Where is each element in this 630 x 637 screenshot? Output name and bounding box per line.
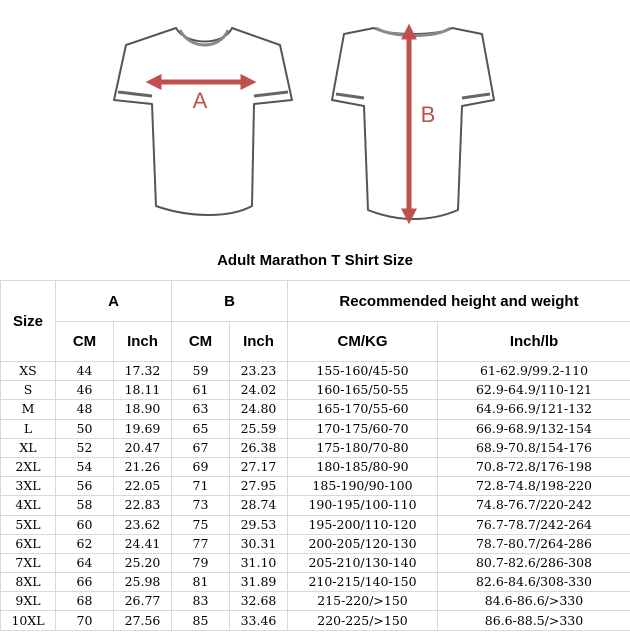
cell-a-inch: 25.20 <box>114 553 172 572</box>
cell-size: 4XL <box>1 496 56 515</box>
cell-a-cm: 62 <box>56 534 114 553</box>
header-a-inch: Inch <box>114 322 172 362</box>
cell-inch-lb: 70.8-72.8/176-198 <box>438 457 630 476</box>
cell-inch-lb: 78.7-80.7/264-286 <box>438 534 630 553</box>
header-cm-kg: CM/KG <box>288 322 438 362</box>
cell-cm-kg: 210-215/140-150 <box>288 573 438 592</box>
cell-a-inch: 18.90 <box>114 400 172 419</box>
header-b-inch: Inch <box>230 322 288 362</box>
cell-cm-kg: 215-220/>150 <box>288 592 438 611</box>
cell-a-inch: 22.83 <box>114 496 172 515</box>
cell-b-cm: 79 <box>172 553 230 572</box>
cell-inch-lb: 76.7-78.7/242-264 <box>438 515 630 534</box>
cell-b-cm: 61 <box>172 381 230 400</box>
cell-b-inch: 24.80 <box>230 400 288 419</box>
cell-a-cm: 54 <box>56 457 114 476</box>
cell-size: 7XL <box>1 553 56 572</box>
cell-size: XL <box>1 438 56 457</box>
back-label-b: B <box>420 102 436 127</box>
cell-b-inch: 26.38 <box>230 438 288 457</box>
cell-a-cm: 48 <box>56 400 114 419</box>
chart-title: Adult Marathon T Shirt Size <box>217 252 413 269</box>
cell-a-inch: 18.11 <box>114 381 172 400</box>
cell-b-cm: 63 <box>172 400 230 419</box>
cell-cm-kg: 160-165/50-55 <box>288 381 438 400</box>
cell-a-cm: 66 <box>56 573 114 592</box>
cell-a-inch: 27.56 <box>114 611 172 630</box>
cell-inch-lb: 84.6-86.6/>330 <box>438 592 630 611</box>
cell-size: XS <box>1 362 56 381</box>
cell-b-inch: 27.95 <box>230 477 288 496</box>
cell-cm-kg: 190-195/100-110 <box>288 496 438 515</box>
cell-size: S <box>1 381 56 400</box>
table-row <box>1 457 630 476</box>
cell-b-inch: 32.68 <box>230 592 288 611</box>
table-row <box>1 419 630 438</box>
cell-b-inch: 31.89 <box>230 573 288 592</box>
cell-size: 9XL <box>1 592 56 611</box>
cell-a-cm: 46 <box>56 381 114 400</box>
cell-b-cm: 71 <box>172 477 230 496</box>
cell-a-cm: 50 <box>56 419 114 438</box>
cell-cm-kg: 205-210/130-140 <box>288 553 438 572</box>
cell-b-cm: 69 <box>172 457 230 476</box>
header-a-cm: CM <box>56 322 114 362</box>
cell-b-inch: 23.23 <box>230 362 288 381</box>
table-row <box>1 611 630 630</box>
cell-cm-kg: 180-185/80-90 <box>288 457 438 476</box>
cell-inch-lb: 82.6-84.6/308-330 <box>438 573 630 592</box>
cell-size: L <box>1 419 56 438</box>
table-row <box>1 592 630 611</box>
cell-b-cm: 75 <box>172 515 230 534</box>
front-label-a: A <box>192 88 208 113</box>
cell-b-inch: 28.74 <box>230 496 288 515</box>
header-b-cm: CM <box>172 322 230 362</box>
cell-inch-lb: 64.9-66.9/121-132 <box>438 400 630 419</box>
cell-a-inch: 24.41 <box>114 534 172 553</box>
cell-cm-kg: 175-180/70-80 <box>288 438 438 457</box>
cell-b-inch: 24.02 <box>230 381 288 400</box>
cell-size: M <box>1 400 56 419</box>
table-row <box>1 381 630 400</box>
cell-a-inch: 26.77 <box>114 592 172 611</box>
cell-b-cm: 81 <box>172 573 230 592</box>
cell-b-cm: 59 <box>172 362 230 381</box>
cell-b-cm: 85 <box>172 611 230 630</box>
cell-a-inch: 21.26 <box>114 457 172 476</box>
cell-cm-kg: 185-190/90-100 <box>288 477 438 496</box>
size-table <box>0 280 630 631</box>
cell-inch-lb: 74.8-76.7/220-242 <box>438 496 630 515</box>
table-row <box>1 400 630 419</box>
cell-inch-lb: 61-62.9/99.2-110 <box>438 362 630 381</box>
header-size: Size <box>1 281 56 362</box>
cell-b-inch: 30.31 <box>230 534 288 553</box>
cell-b-cm: 65 <box>172 419 230 438</box>
cell-cm-kg: 165-170/55-60 <box>288 400 438 419</box>
header-recommended: Recommended height and weight <box>288 281 630 322</box>
cell-inch-lb: 80.7-82.6/286-308 <box>438 553 630 572</box>
cell-cm-kg: 195-200/110-120 <box>288 515 438 534</box>
table-row <box>1 573 630 592</box>
cell-b-inch: 29.53 <box>230 515 288 534</box>
cell-a-inch: 23.62 <box>114 515 172 534</box>
table-row <box>1 438 630 457</box>
cell-a-inch: 25.98 <box>114 573 172 592</box>
table-row <box>1 362 630 381</box>
cell-inch-lb: 86.6-88.5/>330 <box>438 611 630 630</box>
cell-a-cm: 60 <box>56 515 114 534</box>
cell-a-cm: 58 <box>56 496 114 515</box>
table-row <box>1 534 630 553</box>
cell-inch-lb: 62.9-64.9/110-121 <box>438 381 630 400</box>
cell-a-inch: 17.32 <box>114 362 172 381</box>
tshirt-measurement-diagram <box>0 0 630 246</box>
cell-size: 10XL <box>1 611 56 630</box>
cell-b-inch: 27.17 <box>230 457 288 476</box>
cell-a-cm: 70 <box>56 611 114 630</box>
front-tshirt-illustration <box>114 28 292 215</box>
header-inch-lb: Inch/lb <box>438 322 630 362</box>
cell-a-inch: 22.05 <box>114 477 172 496</box>
cell-b-inch: 31.10 <box>230 553 288 572</box>
cell-inch-lb: 68.9-70.8/154-176 <box>438 438 630 457</box>
cell-a-cm: 64 <box>56 553 114 572</box>
cell-cm-kg: 220-225/>150 <box>288 611 438 630</box>
header-b: B <box>172 281 288 322</box>
cell-b-cm: 67 <box>172 438 230 457</box>
cell-b-cm: 83 <box>172 592 230 611</box>
cell-a-cm: 52 <box>56 438 114 457</box>
cell-size: 3XL <box>1 477 56 496</box>
table-row <box>1 477 630 496</box>
cell-a-cm: 44 <box>56 362 114 381</box>
cell-a-inch: 19.69 <box>114 419 172 438</box>
cell-b-cm: 73 <box>172 496 230 515</box>
cell-cm-kg: 155-160/45-50 <box>288 362 438 381</box>
cell-a-cm: 68 <box>56 592 114 611</box>
table-row <box>1 515 630 534</box>
cell-a-cm: 56 <box>56 477 114 496</box>
cell-cm-kg: 170-175/60-70 <box>288 419 438 438</box>
cell-size: 6XL <box>1 534 56 553</box>
header-a: A <box>56 281 172 322</box>
table-row <box>1 496 630 515</box>
cell-b-inch: 25.59 <box>230 419 288 438</box>
cell-b-inch: 33.46 <box>230 611 288 630</box>
cell-inch-lb: 66.9-68.9/132-154 <box>438 419 630 438</box>
cell-a-inch: 20.47 <box>114 438 172 457</box>
cell-size: 2XL <box>1 457 56 476</box>
cell-b-cm: 77 <box>172 534 230 553</box>
cell-cm-kg: 200-205/120-130 <box>288 534 438 553</box>
back-tshirt-illustration <box>332 28 494 219</box>
cell-inch-lb: 72.8-74.8/198-220 <box>438 477 630 496</box>
cell-size: 5XL <box>1 515 56 534</box>
table-row <box>1 553 630 572</box>
cell-size: 8XL <box>1 573 56 592</box>
